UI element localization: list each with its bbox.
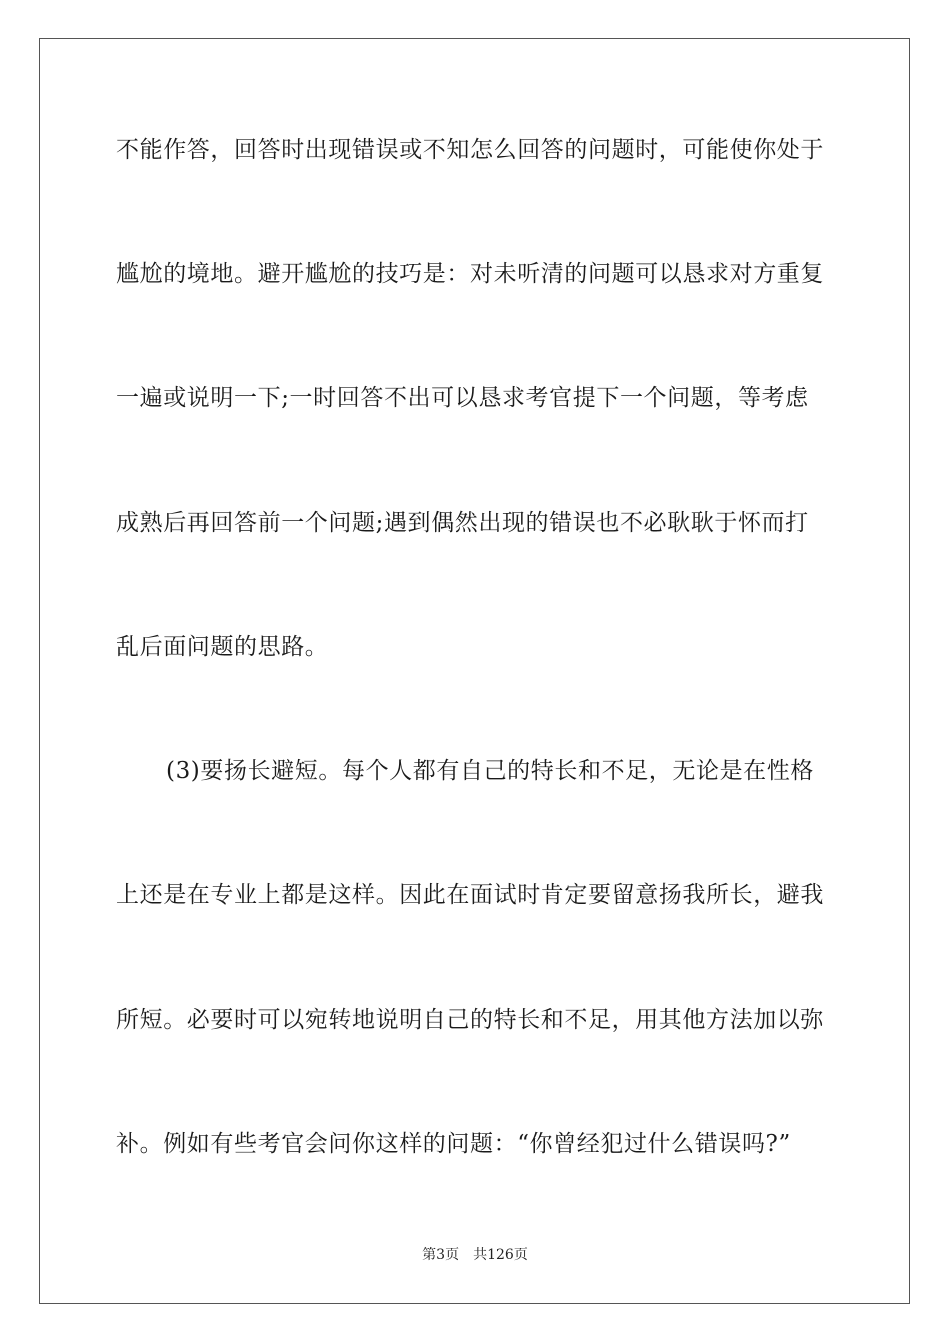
paragraph-line: 补。例如有些考官会问你这样的问题：“你曾经犯过什么错误吗?”: [116, 1131, 791, 1157]
page-footer: [0, 1246, 950, 1264]
paragraph-line: 一遍或说明一下;一时回答不出可以恳求考官提下一个问题，等考虑: [116, 385, 809, 411]
paragraph-line: 所短。必要时可以宛转地说明自己的特长和不足，用其他方法加以弥: [116, 1007, 824, 1033]
paragraph-line: 上还是在专业上都是这样。因此在面试时肯定要留意扬我所长，避我: [116, 882, 824, 908]
paragraph-line: 不能作答，回答时出现错误或不知怎么回答的问题时，可能使你处于: [116, 137, 824, 163]
paragraph-line: 尴尬的境地。避开尴尬的技巧是：对未听清的问题可以恳求对方重复: [116, 261, 824, 287]
paragraph-line: (3)要扬长避短。每个人都有自己的特长和不足，无论是在性格: [166, 758, 814, 784]
total-pages: 共126页: [473, 1247, 528, 1263]
page-border: [39, 38, 910, 1304]
page-number: 第3页: [422, 1247, 460, 1263]
paragraph-line: 乱后面问题的思路。: [116, 634, 329, 660]
paragraph-line: 成熟后再回答前一个问题;遇到偶然出现的错误也不必耿耿于怀而打: [116, 510, 809, 536]
